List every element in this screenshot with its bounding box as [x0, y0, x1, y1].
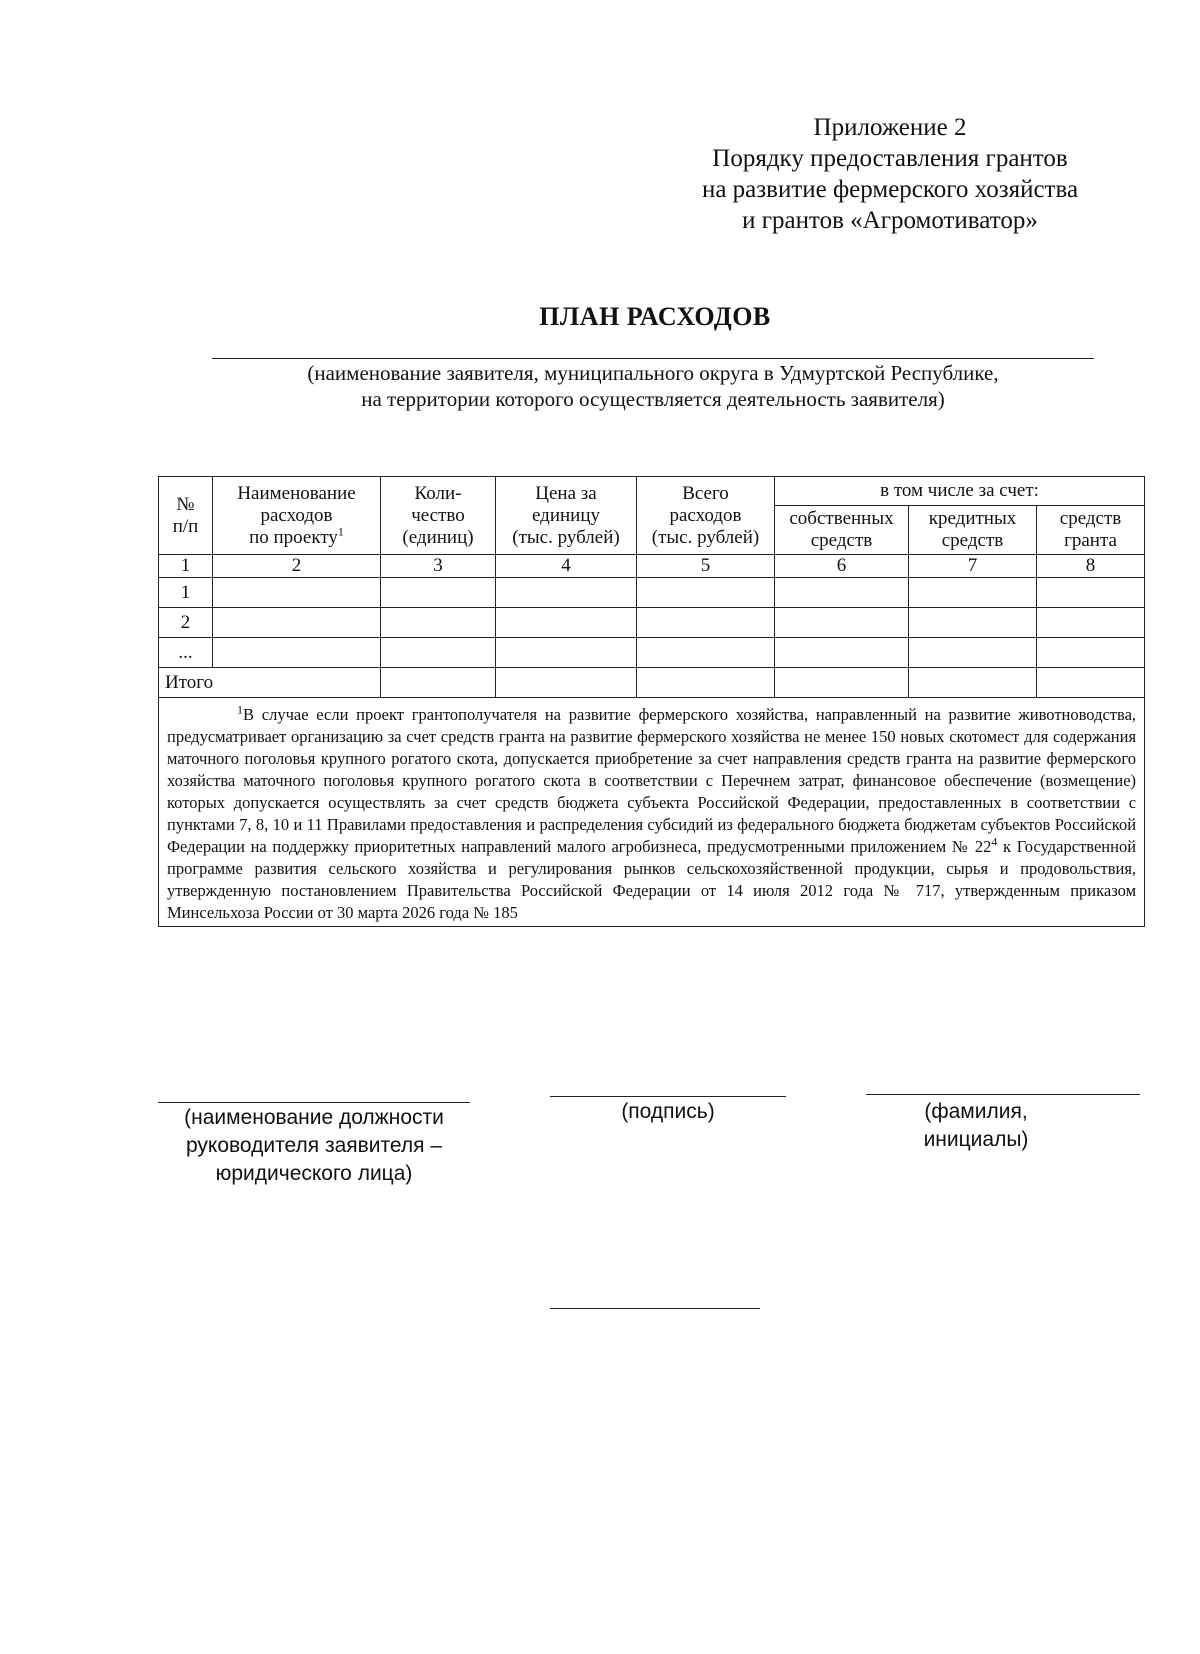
signature-caption-line: юридического лица): [215, 1162, 413, 1185]
cell-grant-funds[interactable]: [1037, 608, 1145, 638]
header-text: Коли-: [414, 482, 462, 504]
cell-own-funds[interactable]: [775, 638, 909, 668]
header-grant-funds: [1037, 506, 1145, 555]
cell-total[interactable]: [637, 638, 775, 668]
header-text: Наименование: [237, 482, 356, 504]
cell-credit-funds[interactable]: [909, 608, 1037, 638]
header-credit-funds: [909, 506, 1037, 555]
signature-caption-line: инициалы): [923, 1128, 1029, 1151]
cell-total-unit-price[interactable]: [496, 668, 637, 698]
header-text: (тыс. рублей): [512, 526, 620, 548]
name-caption: [866, 1098, 1086, 1154]
header-text: по проекту: [249, 526, 338, 548]
footnote-inner-sup: 4: [991, 834, 998, 849]
signature-caption-line: (наименование должности: [184, 1106, 444, 1129]
header-text: средств: [1059, 508, 1122, 529]
applicant-caption-line: на территории которого осуществляется деятельность заявителя): [361, 387, 945, 411]
cell-unit-price[interactable]: [496, 638, 637, 668]
total-row: [159, 668, 1145, 698]
position-fill-line: [158, 1102, 470, 1103]
header-text: п/п: [172, 515, 199, 537]
cell-own-funds[interactable]: [775, 608, 909, 638]
cell-unit-price[interactable]: [496, 608, 637, 638]
header-own-funds: [775, 506, 909, 555]
header-text: Всего: [682, 482, 729, 504]
column-number-row: [159, 555, 1145, 578]
header-text: №: [176, 493, 195, 515]
cell-unit-price[interactable]: [496, 578, 637, 608]
cell-credit-funds[interactable]: [909, 638, 1037, 668]
header-text: расходов: [669, 504, 742, 526]
footnote-text: В случае если проект грантополучателя на развитие фермерского хозяйства, направленный на развитие животноводства, предусматривает организацию за счет средств гранта на развитие фермерского хозяйства не менее 150 новых скотомест для содержания маточного поголовья крупного рогатого скота, допускается приобретение за счет направления средств гранта на развитие фермерского хозяйства маточного поголовья крупного рогатого скота в соответствии с Перечнем затрат, финансовое обеспечение (возмещение) которых допускается осуществлять за счет средств бюджета субъекта Российской Федерации, предоставленных в соответствии с пунктами 7, 8, 10 и 11 Правилами предоставления и распределения субсидий из федерального бюджета бюджетам субъектов Российской Федерации на поддержку приоритетных направлений малого агробизнеса, предусмотренными приложением № 22: [167, 705, 1137, 856]
date-fill-line: [550, 1308, 760, 1309]
cell-total-grant-funds[interactable]: [1037, 668, 1145, 698]
column-number: 6: [775, 555, 909, 578]
cell-credit-funds[interactable]: [909, 578, 1037, 608]
table-row: [159, 608, 1145, 638]
signature-caption: [550, 1098, 786, 1126]
header-funding-group: в том числе за счет:: [775, 477, 1145, 506]
expense-plan-table: [158, 476, 1145, 927]
header-total-expenses: [637, 477, 775, 555]
page-title: ПЛАН РАСХОДОВ: [539, 302, 771, 331]
footnote-marker: 1: [237, 702, 243, 717]
column-number: 7: [909, 555, 1037, 578]
header-text: Цена за: [535, 482, 597, 504]
cell-expense-name[interactable]: [213, 608, 381, 638]
footnote-row: [159, 698, 1145, 927]
cell-total[interactable]: [637, 608, 775, 638]
appendix-header: [660, 112, 1120, 236]
header-text: кредитных: [928, 508, 1017, 529]
table-row: [159, 578, 1145, 608]
column-number: 1: [159, 555, 213, 578]
header-expense-name: [213, 477, 381, 555]
cell-grant-funds[interactable]: [1037, 578, 1145, 608]
signature-caption-line: (подпись): [621, 1100, 715, 1123]
header-text: (тыс. рублей): [651, 526, 760, 548]
cell-total-own-funds[interactable]: [775, 668, 909, 698]
column-number: 2: [213, 555, 381, 578]
footnote-ref: 1: [337, 524, 344, 539]
header-text: собственных: [789, 508, 894, 529]
appendix-line: и грантов «Агромотиватор»: [742, 207, 1038, 234]
column-number: 8: [1037, 555, 1145, 578]
position-caption: [158, 1104, 470, 1188]
cell-total[interactable]: [637, 578, 775, 608]
header-text: чество: [411, 504, 465, 526]
cell-quantity[interactable]: [381, 638, 496, 668]
appendix-line: Приложение 2: [813, 114, 967, 141]
signature-caption-line: руководителя заявителя –: [185, 1134, 443, 1157]
header-text: расходов: [260, 504, 333, 526]
cell-total-sum[interactable]: [637, 668, 775, 698]
appendix-line: на развитие фермерского хозяйства: [701, 176, 1079, 203]
header-text: гранта: [1064, 530, 1117, 551]
header-text-with-sup: [216, 524, 377, 549]
header-unit-price: [496, 477, 637, 555]
column-number: 5: [637, 555, 775, 578]
header-text: средств: [810, 530, 873, 551]
cell-quantity[interactable]: [381, 608, 496, 638]
row-number: 2: [159, 608, 213, 638]
applicant-fill-line: [212, 358, 1094, 359]
column-number: 3: [381, 555, 496, 578]
signature-fill-line: [550, 1096, 786, 1097]
cell-total-credit-funds[interactable]: [909, 668, 1037, 698]
appendix-line: Порядку предоставления грантов: [712, 145, 1068, 172]
cell-expense-name[interactable]: [213, 638, 381, 668]
name-fill-line: [866, 1094, 1140, 1095]
applicant-caption: [212, 360, 1094, 412]
applicant-caption-line: (наименование заявителя, муниципального округа в Удмуртской Республике,: [307, 361, 999, 385]
row-number: 1: [159, 578, 213, 608]
cell-grant-funds[interactable]: [1037, 638, 1145, 668]
cell-expense-name[interactable]: [213, 578, 381, 608]
cell-own-funds[interactable]: [775, 578, 909, 608]
header-text: единицу: [531, 504, 601, 526]
header-text: средств: [941, 530, 1004, 551]
table-row: [159, 638, 1145, 668]
cell-quantity[interactable]: [381, 578, 496, 608]
header-text: (единиц): [402, 526, 474, 548]
signature-caption-line: (фамилия,: [924, 1100, 1028, 1123]
footnote-text-end: к Государственной программе развития сельского хозяйства и регулирования рынков сельскохозяйственной продукции, сырья и продовольствия, утвержденную постановлением Правительства Российской Федерации от 14 июля 2012 года № 717, утвержденным приказом Минсельхоза России от 30 марта 2026 года № 185: [167, 837, 1137, 922]
footnote-cell: [159, 698, 1145, 927]
cell-total-quantity[interactable]: [381, 668, 496, 698]
column-number: 4: [496, 555, 637, 578]
header-num: [159, 477, 213, 555]
total-label: Итого: [159, 668, 381, 698]
header-quantity: [381, 477, 496, 555]
row-number: ...: [159, 638, 213, 668]
